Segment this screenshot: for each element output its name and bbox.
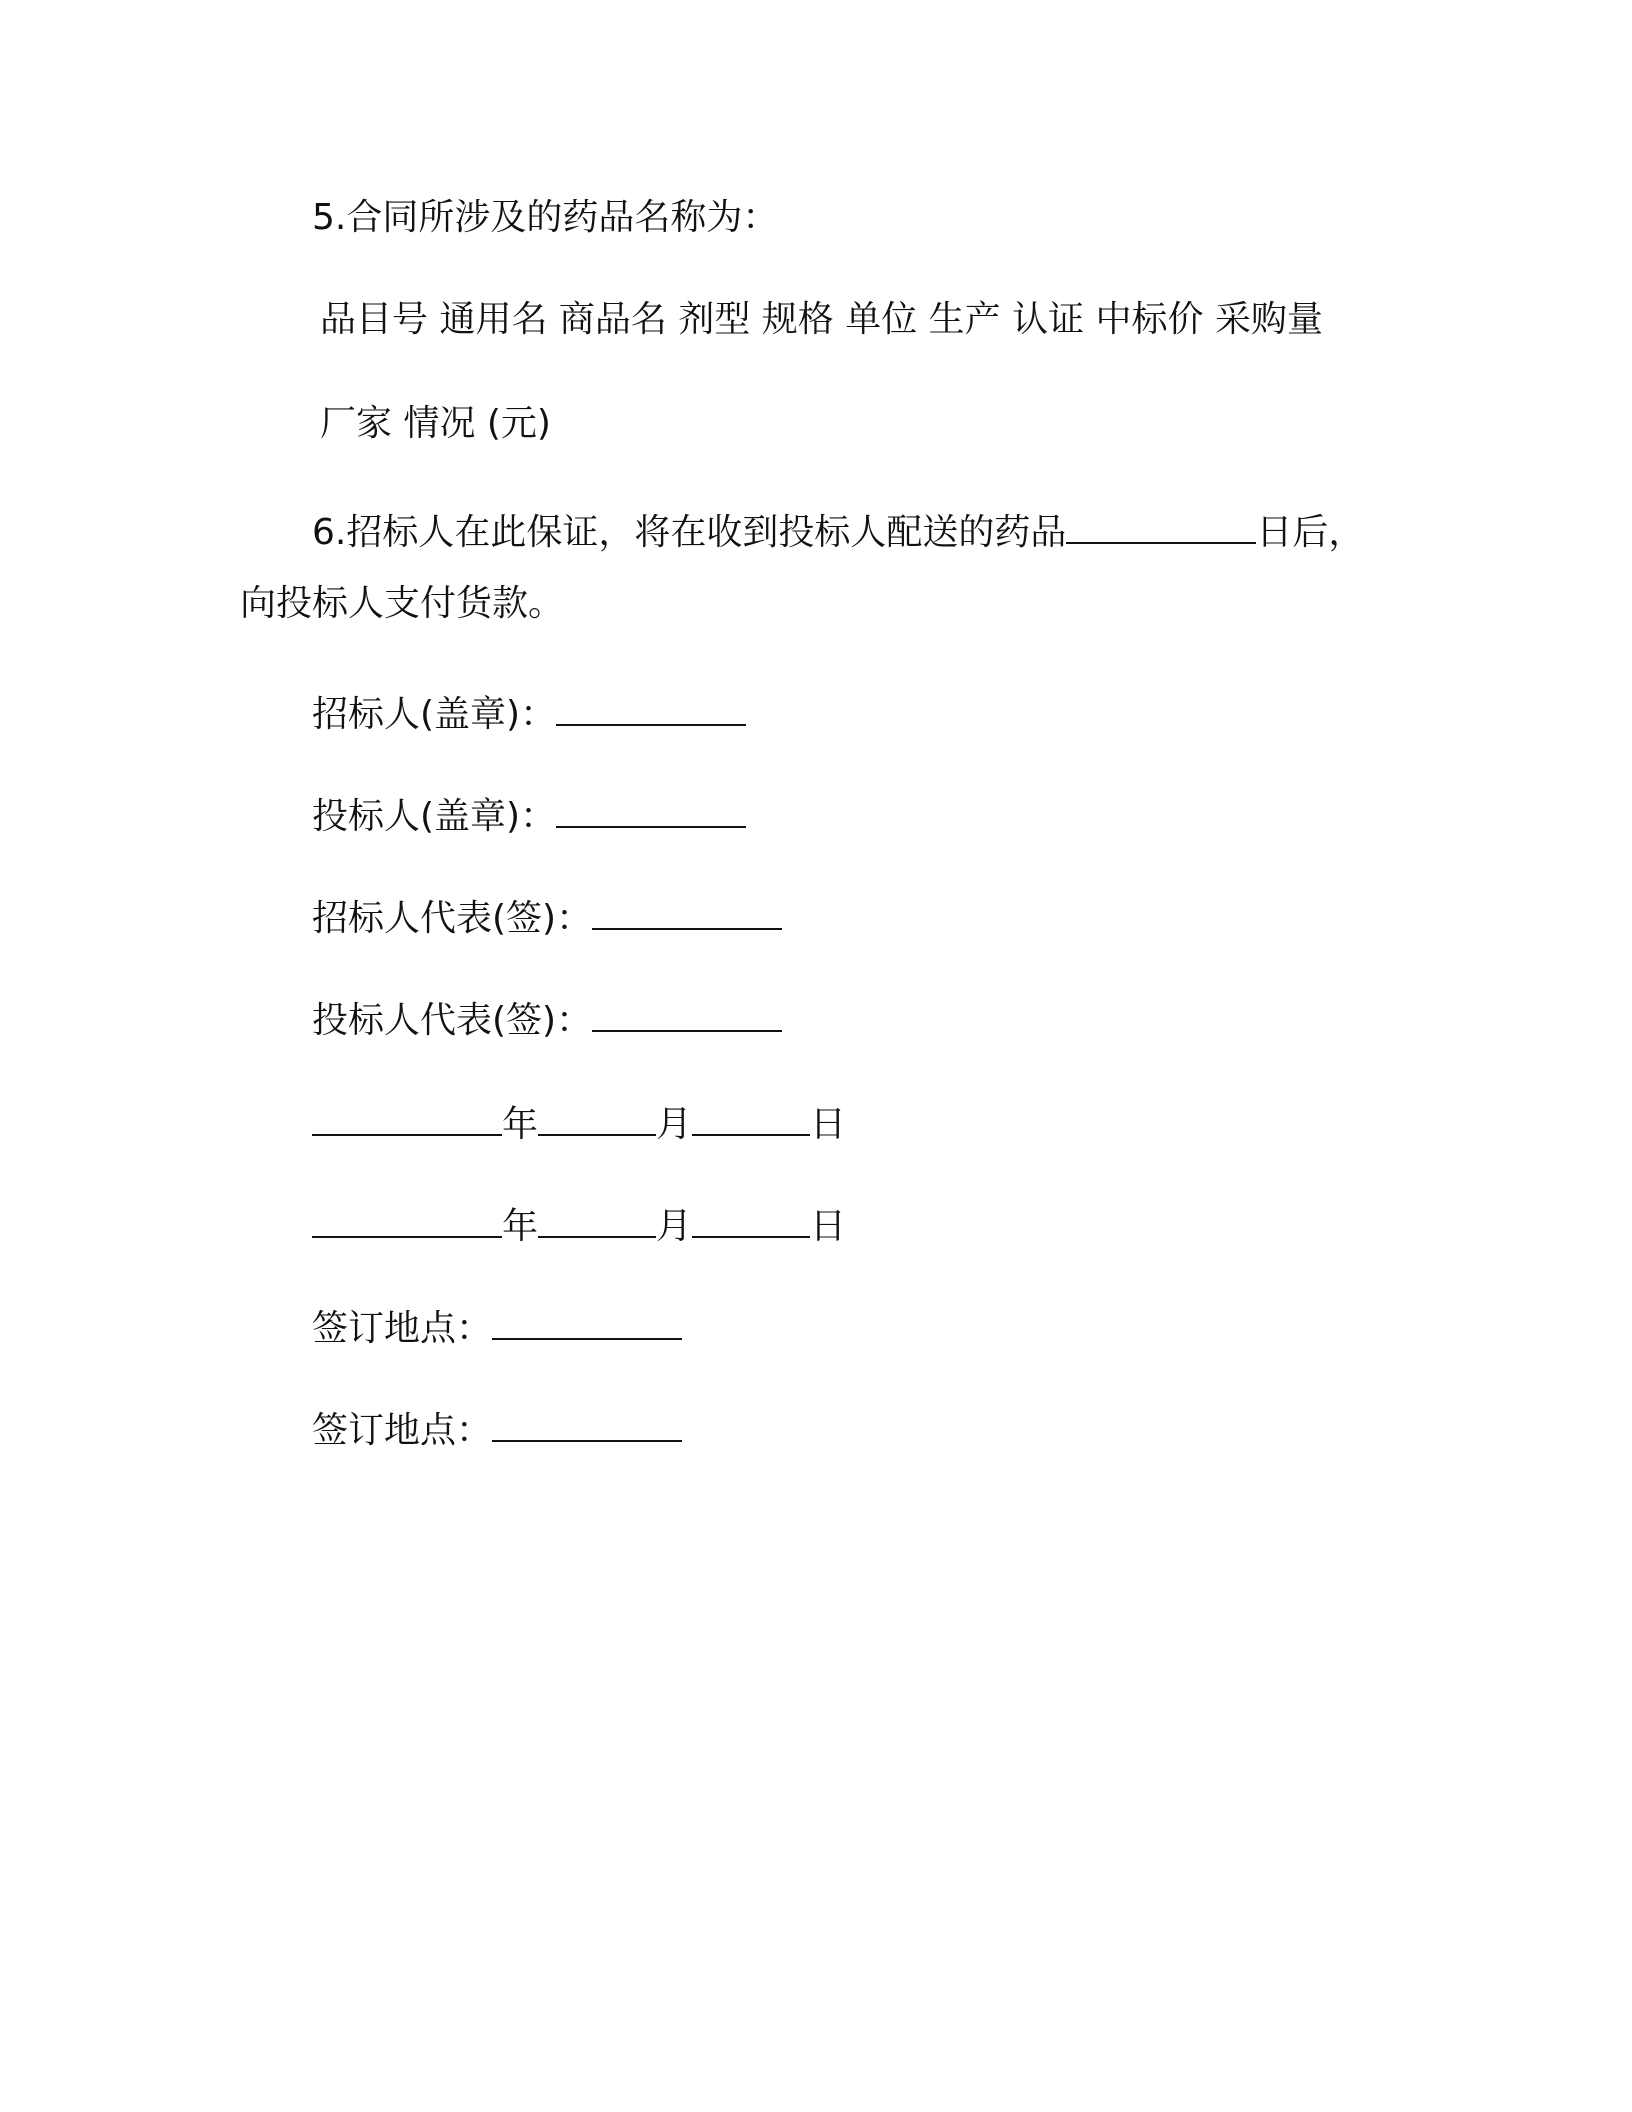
date-2-day-label: 日	[810, 1206, 847, 1247]
signing-place-1-blank[interactable]	[492, 1302, 682, 1340]
bidder-seal-blank[interactable]	[556, 790, 746, 828]
bidder-seal-row	[312, 790, 746, 839]
date-1-day-label: 日	[810, 1104, 847, 1145]
tenderer-rep-row	[312, 892, 782, 941]
item-6-prefix: 6.招标人在此保证，将在收到投标人配送的药品	[312, 512, 1067, 553]
bidder-rep-blank[interactable]	[592, 994, 782, 1032]
date-row-2	[312, 1200, 846, 1249]
item-6-line-1	[312, 506, 1364, 555]
date-row-1	[312, 1098, 846, 1147]
date-2-day-blank[interactable]	[692, 1200, 810, 1238]
date-2-year-blank[interactable]	[312, 1200, 502, 1238]
tenderer-seal-row	[312, 688, 746, 737]
bidder-rep-label: 投标人代表(签)：	[312, 1000, 593, 1041]
date-1-month-blank[interactable]	[538, 1098, 656, 1136]
bidder-seal-label: 投标人(盖章)：	[312, 796, 557, 837]
date-2-month-blank[interactable]	[538, 1200, 656, 1238]
signing-place-2-label: 签订地点：	[312, 1410, 493, 1451]
date-1-year-label: 年	[502, 1104, 539, 1145]
date-1-month-label: 月	[656, 1104, 693, 1145]
item-6-line-2: 向投标人支付货款。	[240, 583, 565, 624]
tenderer-rep-blank[interactable]	[592, 892, 782, 930]
tenderer-seal-blank[interactable]	[556, 688, 746, 726]
signing-place-row-2	[312, 1404, 682, 1453]
drug-table-header-row-2: 厂家 情况 (元)	[320, 403, 551, 444]
signing-place-row-1	[312, 1302, 682, 1351]
signing-place-1-label: 签订地点：	[312, 1308, 493, 1349]
tenderer-rep-label: 招标人代表(签)：	[312, 898, 593, 939]
item-5-heading: 5.合同所涉及的药品名称为：	[312, 197, 779, 238]
date-1-day-blank[interactable]	[692, 1098, 810, 1136]
date-2-year-label: 年	[502, 1206, 539, 1247]
bidder-rep-row	[312, 994, 782, 1043]
date-1-year-blank[interactable]	[312, 1098, 502, 1136]
payment-days-blank[interactable]	[1066, 506, 1256, 544]
drug-table-header-row-1: 品目号 通用名 商品名 剂型 规格 单位 生产 认证 中标价 采购量	[320, 299, 1323, 340]
signing-place-2-blank[interactable]	[492, 1404, 682, 1442]
tenderer-seal-label: 招标人(盖章)：	[312, 694, 557, 735]
item-6-suffix: 日后，	[1256, 512, 1365, 553]
date-2-month-label: 月	[656, 1206, 693, 1247]
